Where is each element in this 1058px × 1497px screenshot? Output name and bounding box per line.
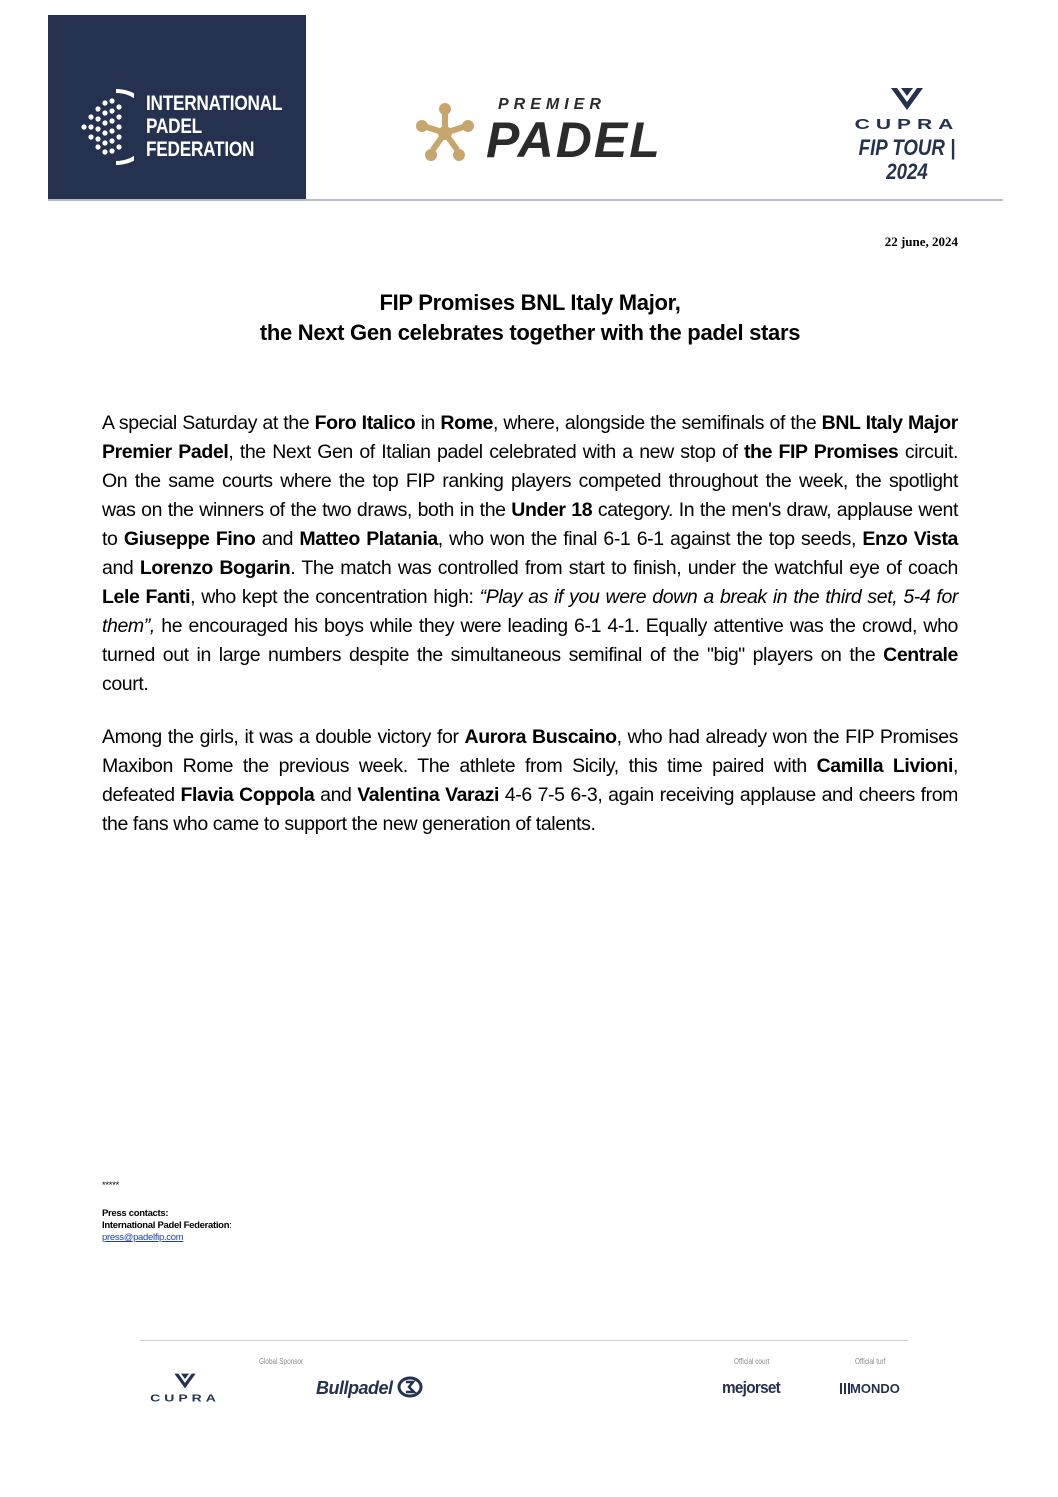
bold-text: Rome (440, 412, 493, 434)
ipf-logo-text (146, 92, 282, 161)
premier-padel-top-word: PREMIER (498, 96, 606, 113)
ipf-logo-line: PADEL (146, 115, 202, 138)
body-text: , who kept the concentration high: (190, 586, 480, 608)
ipf-logo-line: INTERNATIONAL (146, 92, 283, 115)
bold-text: Foro Italico (314, 412, 416, 434)
bold-text: Enzo Vista (862, 528, 958, 550)
body-text: . The match was controlled from start to finish, under the watchful eye of coach (290, 557, 958, 579)
premier-padel-star-icon (412, 100, 478, 166)
ipf-logo-block (48, 15, 306, 200)
header-divider (48, 199, 1003, 201)
bullpadel-mark-icon (397, 1376, 423, 1398)
ipf-logo-line: FEDERATION (146, 138, 255, 161)
bold-text: Camilla Livioni (816, 755, 953, 777)
bold-text: the FIP Promises (743, 441, 899, 463)
press-email-link[interactable]: press@padelfip.com (102, 1232, 184, 1243)
footer-divider (140, 1340, 908, 1341)
body-text: , defeated (102, 755, 958, 806)
bold-text: Lele Fanti (102, 586, 191, 608)
cupra-word: CUPRA (854, 116, 960, 133)
press-contacts-colon: : (229, 1220, 232, 1231)
press-contacts-heading: Press contacts: (102, 1208, 169, 1219)
press-contacts-org: International Padel Federation (102, 1220, 230, 1231)
footer-cupra-logo (138, 1372, 232, 1406)
padel-ball-icon (76, 87, 134, 167)
body-text: in (415, 412, 441, 434)
document-date: 22 june, 2024 (884, 234, 958, 249)
body-text: , who had already won the FIP Promises Maxibon Rome the previous week. The athlete from Sicily, this time paired with (102, 726, 958, 777)
official-court-label: Official court (734, 1357, 770, 1366)
cupra-fip-tour-logo (832, 86, 982, 184)
premier-padel-main-word: PADEL (486, 112, 662, 168)
body-text: , where, alongside the semifinals of the (492, 412, 822, 434)
cupra-emblem-icon (173, 1372, 197, 1390)
body-text: 4-6 7-5 6-3, again receiving applause and cheers from the fans who came to support the new generation of talents. (102, 784, 959, 835)
footer-cupra-word: CUPRA (150, 1392, 220, 1404)
press-contacts (102, 1180, 232, 1244)
body-text: , the Next Gen of Italian padel celebrated with a new stop of (228, 441, 744, 463)
bold-text: Under 18 (511, 499, 593, 521)
body-text: circuit. On the same courts where the top FIP ranking players competed throughout the week, the spotlight was on the winners of the two draws, both in the (102, 441, 958, 521)
body-text: , who won the final 6-1 6-1 against the top seeds, (437, 528, 863, 550)
title-line-2: the Next Gen celebrates together with the padel stars (259, 320, 801, 345)
global-sponsor-label: Global Sponsor (259, 1357, 304, 1366)
bullpadel-word: Bullpadel (316, 1378, 393, 1398)
body-paragraph-2 (102, 723, 958, 839)
body-paragraph-1 (102, 409, 958, 699)
footer-mejorset-logo: mejorset (722, 1378, 781, 1397)
body-text: Among the girls, it was a double victory for (102, 726, 465, 748)
premier-padel-logo (412, 96, 702, 168)
body-text: A special Saturday at the (102, 412, 315, 434)
body-text: he encouraged his boys while they were leading 6-1 4-1. Equally attentive was the crowd, who turned out in large numbers despite the simultaneous semifinal of the "big" players on the (102, 615, 958, 666)
document-title (100, 288, 960, 348)
bold-text: Centrale (883, 644, 958, 666)
mondo-word: MONDO (850, 1381, 900, 1396)
separator-stars: ***** (102, 1180, 119, 1191)
bold-text: Flavia Coppola (180, 784, 315, 806)
body-text: court. (102, 673, 149, 695)
title-line-1: FIP Promises BNL Italy Major, (379, 290, 681, 315)
body-text: category. In the men's draw, applause went to (102, 499, 958, 550)
mondo-mark-icon (840, 1383, 850, 1394)
quote-text: “Play as if you were down a break in the third set, 5-4 for them”, (102, 586, 958, 637)
bold-text: Matteo Platania (299, 528, 438, 550)
body-text: and (102, 557, 140, 579)
bold-text: Aurora Buscaino (464, 726, 617, 748)
bold-text: Valentina Varazi (357, 784, 500, 806)
bold-text: BNL Italy Major Premier Padel (102, 412, 958, 463)
footer-mondo-logo (840, 1381, 900, 1396)
footer-bullpadel-logo (316, 1376, 423, 1399)
fip-tour-2024: FIP TOUR | 2024 (858, 135, 956, 184)
official-turf-label: Official turf (855, 1357, 886, 1366)
body-text: and (314, 784, 358, 806)
bold-text: Lorenzo Bogarin (139, 557, 291, 579)
bold-text: Giuseppe Fino (123, 528, 256, 550)
body-text: and (255, 528, 300, 550)
cupra-emblem-icon (889, 86, 925, 112)
